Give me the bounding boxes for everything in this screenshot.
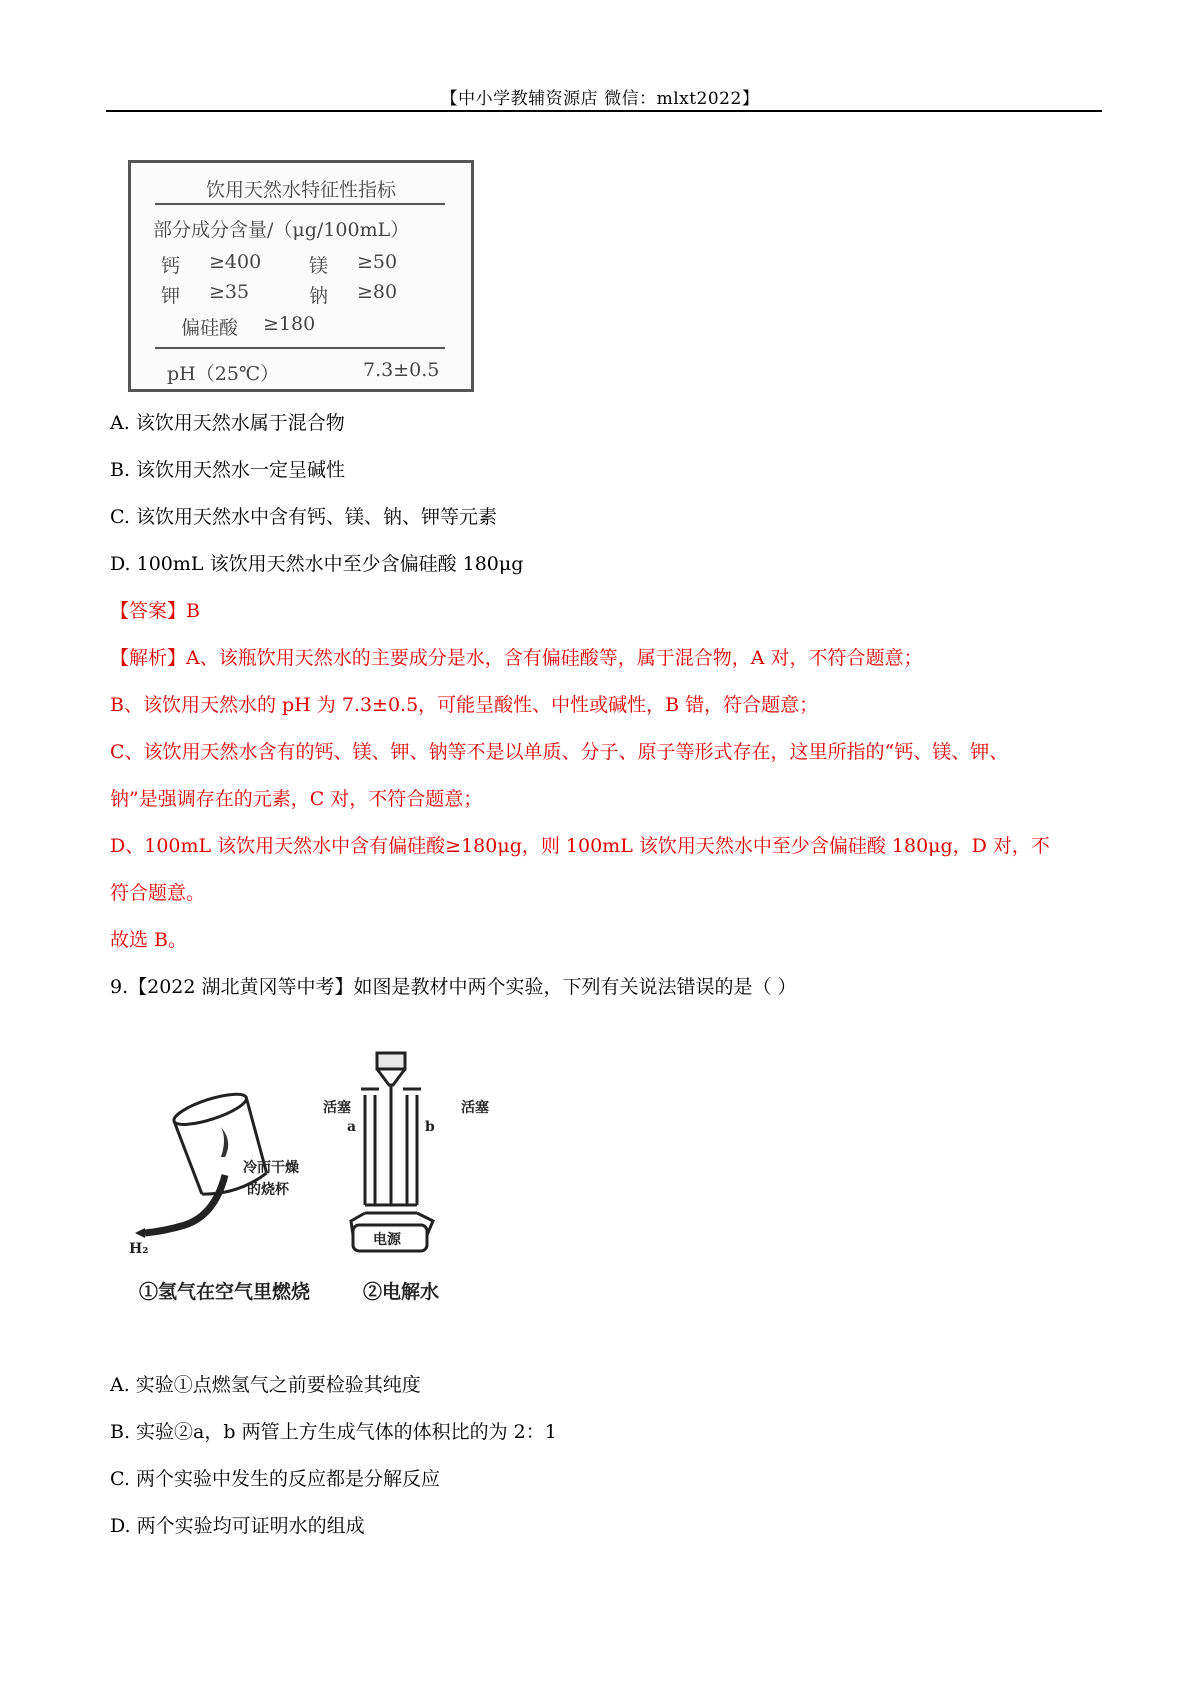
spec-rule-top (155, 203, 445, 205)
experiment-figure (125, 1045, 545, 1305)
q9-option-b: B. 实验②a，b 两管上方生成气体的体积比的为 2：1 (110, 1421, 557, 1443)
electrolysis-apparatus-icon (351, 1053, 433, 1251)
spec-cell: 钙 (161, 255, 181, 277)
page-header: 【中小学教辅资源店 微信：mlxt2022】 (440, 89, 760, 109)
spec-table-subtitle: 部分成分含量/（μg/100mL） (153, 219, 410, 241)
valve-left-label: 活塞 (323, 1100, 351, 1116)
spec-cell: ≥400 (209, 251, 262, 273)
tube-b-label: b (425, 1119, 435, 1135)
gas-tube (145, 1175, 225, 1233)
spec-table-image (128, 160, 474, 392)
spec-ph-label: pH（25℃） (167, 363, 280, 385)
q9-option-c: C. 两个实验中发生的反应都是分解反应 (110, 1468, 440, 1490)
flame-icon (221, 1127, 228, 1157)
power-label: 电源 (373, 1232, 401, 1248)
spec-cell: 钾 (161, 285, 181, 307)
spec-cell: ≥80 (357, 281, 398, 303)
spec-cell: ≥50 (357, 251, 398, 273)
q8-analysis-line: C、该饮用天然水含有的钙、镁、钾、钠等不是以单质、分子、原子等形式存在，这里所指的“钙、镁、钾、 (110, 741, 1009, 763)
beaker-label: 冷而干燥 (243, 1160, 299, 1176)
spec-cell: 镁 (309, 255, 329, 277)
q8-option-b: B. 该饮用天然水一定呈碱性 (110, 459, 346, 481)
valve-right-label: 活塞 (461, 1100, 489, 1116)
q8-option-a: A. 该饮用天然水属于混合物 (110, 412, 345, 434)
q8-option-d: D. 100mL 该饮用天然水中至少含偏硅酸 180μg (110, 553, 524, 575)
q8-conclusion: 故选 B。 (110, 929, 188, 951)
q8-analysis-line: 【解析】A、该瓶饮用天然水的主要成分是水，含有偏硅酸等，属于混合物，A 对，不符合题意； (110, 647, 923, 669)
experiment-drawing (125, 1045, 545, 1275)
q8-option-c: C. 该饮用天然水中含有钙、镁、钠、钾等元素 (110, 506, 497, 528)
spec-acid-name: 偏硅酸 (181, 317, 239, 339)
spec-acid-value: ≥180 (263, 313, 316, 335)
header-rule (106, 110, 1102, 112)
spec-ph-value: 7.3±0.5 (363, 359, 440, 381)
figure-caption-2: ②电解水 (363, 1281, 440, 1303)
q8-answer: 【答案】B (110, 600, 200, 622)
figure-caption-1: ①氢气在空气里燃烧 (139, 1281, 311, 1303)
gas-label: H₂ (129, 1241, 149, 1257)
beaker-label: 的烧杯 (247, 1182, 289, 1198)
spec-cell: ≥35 (209, 281, 250, 303)
q9-stem: 9.【2022 湖北黄冈等中考】如图是教材中两个实验，下列有关说法错误的是（ ） (110, 976, 797, 998)
q9-option-a: A. 实验①点燃氢气之前要检验其纯度 (110, 1374, 421, 1396)
q8-analysis-line: D、100mL 该饮用天然水中含有偏硅酸≥180μg，则 100mL 该饮用天然水中至少含偏硅酸 180μg，D 对，不 (110, 835, 1050, 857)
spec-table-title: 饮用天然水特征性指标 (205, 179, 396, 201)
q8-analysis-line: 钠”是强调存在的元素，C 对，不符合题意； (110, 788, 483, 810)
q8-analysis-line: 符合题意。 (110, 882, 206, 904)
q9-option-d: D. 两个实验均可证明水的组成 (110, 1515, 365, 1537)
tube-a-label: a (347, 1119, 357, 1135)
spec-rule-bottom (155, 347, 445, 349)
q8-analysis-line: B、该饮用天然水的 pH 为 7.3±0.5，可能呈酸性、中性或碱性，B 错，符合题意； (110, 694, 819, 716)
spec-cell: 钠 (309, 285, 329, 307)
